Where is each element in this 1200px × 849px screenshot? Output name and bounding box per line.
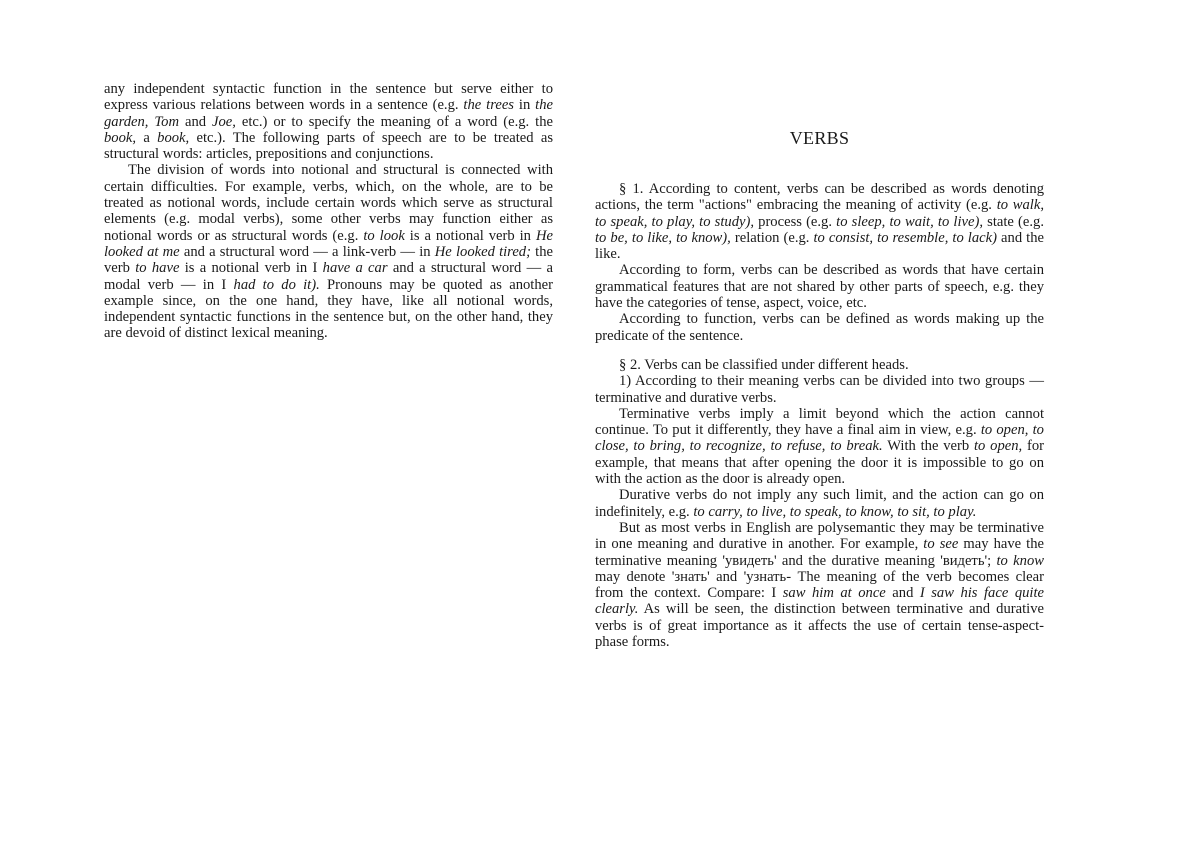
left-paragraph-1: [104, 81, 553, 162]
text-run: Durative verbs do not imply any such limit, and the action can go on indefinitely, e.g.: [595, 487, 1044, 520]
italic-example: He looked tired;: [434, 243, 531, 260]
italic-example: Joe,: [212, 113, 236, 130]
text-run: and: [885, 585, 920, 602]
italic-example: to look: [363, 227, 405, 244]
text-run: state (e.g.: [983, 213, 1044, 230]
text-run: But as most verbs in English are polysemantic they may be terminative in one meaning and durative in another. For example,: [595, 519, 1044, 553]
text-run: a: [136, 129, 158, 146]
text-run: According to function, verbs can be defined as words making up the predicate of the sentence.: [595, 311, 1044, 344]
text-run: may denote 'знать' and 'узнать- The meaning of the verb becomes clear from the context. Compare: I: [595, 568, 1044, 602]
italic-example: to consist, to resemble, to lack): [813, 229, 997, 246]
italic-example: had to do it).: [233, 276, 320, 293]
classification-paragraph: [595, 373, 1044, 406]
text-run: and a structural word — a modal verb — in I: [104, 260, 553, 293]
italic-example: to open,: [974, 438, 1023, 455]
text-run: in: [513, 97, 536, 114]
form-paragraph: [595, 262, 1044, 311]
text-run: any independent syntactic function in the sentence but serve either to express various relations between words in a sentence (e.g.: [104, 81, 553, 114]
italic-example: He looked at me: [104, 227, 553, 260]
text-run: etc.). The following parts of speech are to be treated as structural words: articles, prepositions and conjunctions.: [104, 129, 553, 163]
left-paragraph-2: [104, 162, 553, 341]
text-run: relation (e.g.: [730, 229, 814, 246]
section-2-paragraph: [595, 357, 1044, 373]
text-run: and the like.: [595, 229, 1045, 263]
italic-example: the trees: [463, 97, 514, 114]
text-run: 1) According to their meaning verbs can be divided into two groups — terminative and durative verbs.: [595, 373, 1044, 406]
text-run: process (e.g.: [754, 213, 837, 230]
text-run: The division of words into notional and structural is connected with certain difficulties. For example, verbs, which, on the whole, are to be treated as notional words, include certain words which serve as structural elements (e.g. modal verbs), some other verbs may function either as notional words or as structural words (e.g.: [104, 162, 553, 244]
text-run: With the verb: [882, 438, 974, 455]
italic-example: to walk, to speak, to play, to study),: [595, 197, 1044, 230]
italic-example: to open, to close, to bring, to recognize, to refuse, to break.: [595, 422, 1044, 455]
italic-example: have a car: [322, 260, 388, 277]
text-run: Pronouns may be quoted as another example since, on the one hand, they have, like all notional words, independent syntactic functions in the sentence but, on the other hand, they are devoid of distinct lexical meaning.: [104, 276, 553, 342]
text-run: is a notional verb in I: [179, 260, 323, 277]
text-run: etc.) or to specify the meaning of a word (e.g. the: [235, 113, 553, 130]
terminative-paragraph: [595, 406, 1044, 487]
text-run: the verb: [104, 243, 553, 277]
italic-example: the garden, Tom: [104, 97, 553, 130]
chapter-title: VERBS: [789, 128, 850, 148]
italic-example: to know: [996, 552, 1044, 569]
italic-example: book,: [104, 129, 137, 146]
italic-example: to have: [135, 260, 180, 277]
text-run: may have the terminative meaning 'увидеть' and the durative meaning 'видеть';: [595, 536, 1044, 569]
text-run: § 2. Verbs can be classified under different heads.: [619, 356, 909, 373]
italic-example: book,: [157, 129, 190, 146]
text-run: is a notional verb in: [404, 227, 536, 244]
durative-paragraph: [595, 487, 1044, 520]
italic-example: saw him at once: [782, 585, 886, 602]
right-page-body: [595, 181, 1044, 650]
text-run: and a structural word — a link-verb — in: [179, 243, 435, 260]
italic-example: to see: [923, 536, 959, 553]
section-1-paragraph: [595, 181, 1044, 262]
polysemantic-paragraph: [595, 520, 1044, 650]
function-paragraph: [595, 311, 1044, 344]
text-run: § 1. According to content, verbs can be described as words denoting actions, the term "actions" embracing the meaning of activity (e.g.: [595, 181, 1044, 214]
text-run: According to form, verbs can be described as words that have certain grammatical features that are not shared by other parts of speech, e.g. they have the categories of tense, aspect, voice, etc.: [595, 262, 1044, 312]
text-run: for example, that means that after opening the door it is impossible to go on with the action as the door is already open.: [595, 438, 1044, 488]
italic-example: to sleep, to wait, to live),: [836, 213, 983, 230]
italic-example: I saw his face quite clearly.: [595, 585, 1044, 618]
italic-example: to be, to like, to know),: [595, 229, 731, 246]
text-run: and: [179, 113, 212, 130]
text-run: As will be seen, the distinction between terminative and durative verbs is of great importance as it affects the use of certain tense-aspect-phase forms.: [595, 601, 1044, 651]
left-page-body: [104, 81, 553, 342]
italic-example: to carry, to live, to speak, to know, to sit, to play.: [693, 503, 977, 520]
text-run: Terminative verbs imply a limit beyond which the action cannot continue. To put it differently, they have a final aim in view, e.g.: [595, 405, 1044, 439]
